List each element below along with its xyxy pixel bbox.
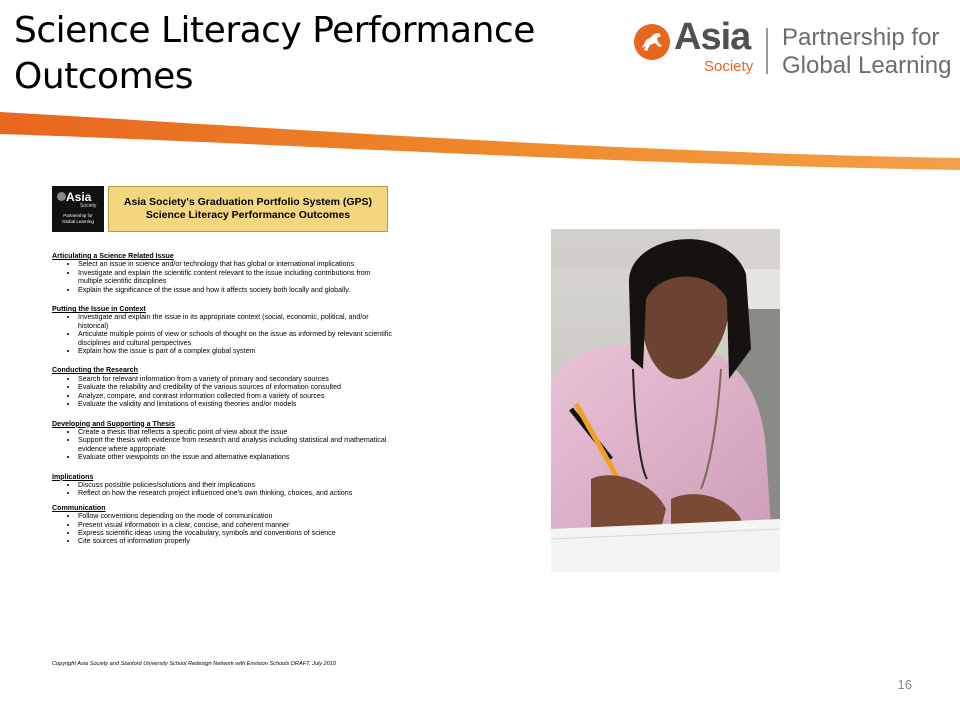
section-heading: Implications bbox=[52, 472, 94, 481]
slide-title-line2: Outcomes bbox=[14, 56, 194, 97]
doc-section bbox=[52, 473, 392, 498]
orange-swoosh-divider bbox=[0, 108, 960, 172]
doc-section bbox=[52, 252, 392, 294]
logo-divider bbox=[766, 28, 768, 74]
section-heading: Articulating a Science Related Issue bbox=[52, 252, 174, 260]
asia-society-logo bbox=[634, 16, 954, 82]
doc-logo-emblem-icon bbox=[57, 192, 66, 201]
list-item: • Evaluate the reliability and credibility of the various sources of information consulted bbox=[78, 383, 392, 391]
section-heading: Putting the Issue in Context bbox=[52, 305, 146, 314]
doc-section bbox=[52, 305, 392, 355]
section-heading: Developing and Supporting a Thesis bbox=[52, 419, 175, 428]
logo-sub: Society bbox=[704, 58, 754, 75]
doc-copyright: Copyright Asia Society and Stanford University School Redesign Network with Envision Schools DRAFT, July 2010 bbox=[52, 661, 337, 667]
list-item: • Evaluate other viewpoints on the issue and alternative explanations bbox=[78, 453, 392, 461]
list-item: • Discuss possible policies/solutions and their implications bbox=[78, 481, 392, 489]
document-image bbox=[50, 184, 400, 674]
doc-logo-brand: Asia bbox=[66, 190, 92, 204]
horse-emblem-icon bbox=[634, 24, 670, 60]
section-heading: Communication bbox=[52, 503, 106, 512]
section-heading: Conducting the Research bbox=[52, 366, 138, 375]
doc-body bbox=[52, 252, 392, 557]
page-number: 16 bbox=[897, 677, 912, 692]
list-item: • Support the thesis with evidence from research and analysis including statistical and mathematical evidence where appropriate bbox=[78, 436, 392, 453]
doc-header-line1: Asia Society's Graduation Portfolio System (GPS) bbox=[123, 196, 373, 208]
doc-section bbox=[52, 504, 392, 546]
list-item: • Express scientific ideas using the vocabulary, symbols and conventions of science bbox=[78, 529, 392, 537]
list-item: • Follow conventions depending on the mode of communication bbox=[78, 512, 392, 520]
doc-header-line2: Science Literacy Performance Outcomes bbox=[145, 209, 351, 221]
list-item: • Explain the significance of the issue and how it affects society both locally and globally. bbox=[78, 286, 392, 294]
doc-section bbox=[52, 420, 392, 462]
logo-partnership bbox=[782, 24, 951, 80]
doc-logo-line2: Global Learning bbox=[62, 219, 94, 224]
logo-partnership-line2: Global Learning bbox=[782, 52, 952, 79]
slide-title bbox=[14, 8, 574, 100]
list-item: • Analyze, compare, and contrast information collected from a variety of sources bbox=[78, 392, 392, 400]
list-item: • Create a thesis that reflects a specific point of view about the issue bbox=[78, 428, 392, 436]
list-item: • Evaluate the validity and limitations of existing theories and/or models bbox=[78, 400, 392, 408]
list-item: • Search for relevant information from a variety of primary and secondary sources bbox=[78, 375, 392, 383]
doc-asia-society-logo bbox=[52, 186, 104, 232]
doc-logo-line1: Partnership for bbox=[63, 213, 93, 218]
doc-logo-partnership bbox=[54, 213, 102, 225]
student-writing-photo bbox=[551, 229, 780, 572]
doc-section bbox=[52, 366, 392, 408]
slide-title-line1: Science Literacy Performance bbox=[14, 10, 535, 51]
list-item: • Cite sources of information properly bbox=[78, 537, 392, 545]
list-item: • Present visual information in a clear, concise, and coherent manner bbox=[78, 521, 392, 529]
doc-header-box bbox=[108, 186, 388, 232]
list-item: • Explain how the issue is part of a complex global system bbox=[78, 347, 392, 355]
logo-brand: Asia bbox=[674, 16, 751, 58]
list-item: • Investigate and explain the issue in its appropriate context (social, economic, political, and/or historical) bbox=[78, 313, 392, 330]
logo-partnership-line1: Partnership for bbox=[782, 24, 940, 51]
list-item: • Investigate and explain the scientific content relevant to the issue including contributions from multiple scientific disciplines bbox=[78, 269, 392, 286]
list-item: • Select an issue in science and/or technology that has global or international implications bbox=[78, 260, 392, 268]
doc-logo-sub: Society bbox=[80, 203, 97, 209]
list-item: • Reflect on how the research project influenced one's own thinking, choices, and actions bbox=[78, 489, 392, 497]
list-item: • Articulate multiple points of view or schools of thought on the issue as informed by relevant scientific disciplines and cultural perspectives bbox=[78, 330, 392, 347]
